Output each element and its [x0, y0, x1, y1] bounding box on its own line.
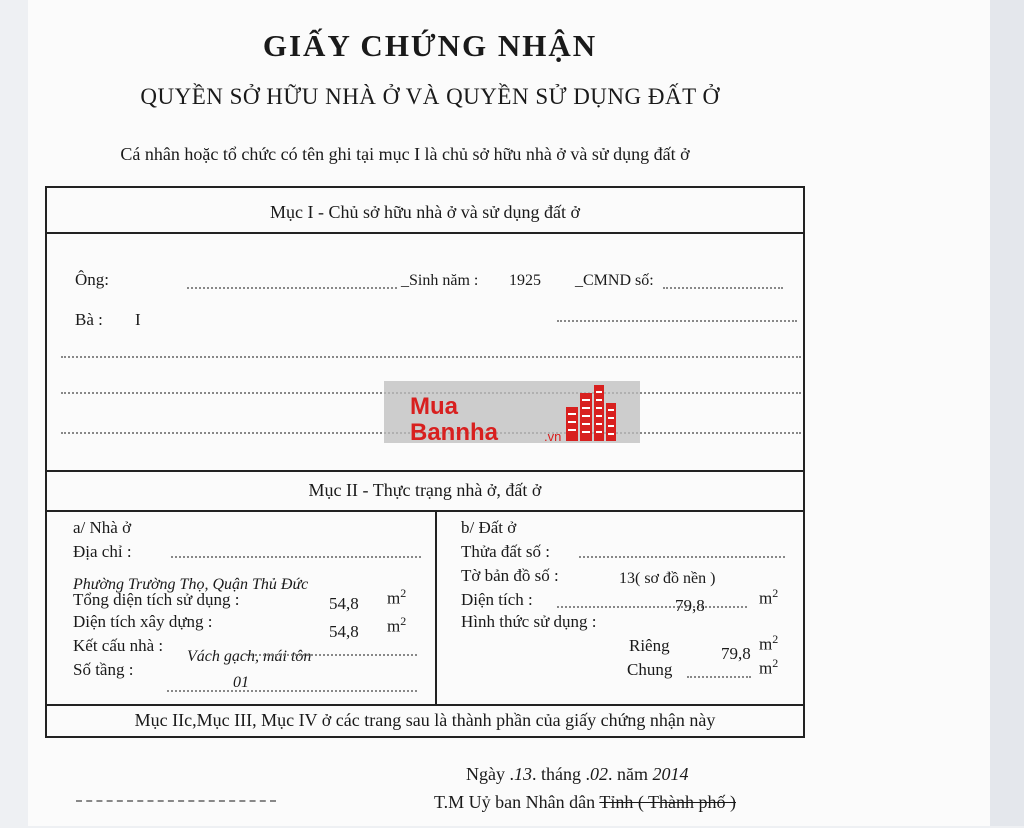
section1-heading: Mục I - Chủ sở hữu nhà ở và sử dụng đất ở: [269, 202, 581, 222]
stamp-fragment: [76, 800, 276, 828]
unit-label: m: [759, 658, 773, 678]
unit-label: m: [759, 634, 773, 654]
owner-female-label: Bà :: [75, 310, 103, 329]
certificate-table: [45, 186, 805, 738]
footer-note: Mục IIc,Mục III, Mục IV ở các trang sau là thành phần của giấy chứng nhận này: [134, 710, 716, 730]
signatory-struck-text: Tỉnh ( Thành phố ): [599, 792, 736, 812]
column-divider: [435, 510, 437, 704]
unit-superscript: 2: [772, 656, 779, 670]
total-area-unit: [387, 586, 406, 609]
year-value: 2014: [652, 764, 689, 784]
map-sheet-value: 13( sơ đồ nền ): [619, 570, 716, 587]
dotted-line: [663, 287, 783, 289]
built-area-value: 54,8: [329, 622, 359, 641]
dotted-line: [687, 676, 751, 678]
watermark-domain: .vn: [544, 429, 562, 444]
dotted-line: [557, 320, 797, 322]
divider: [47, 232, 803, 234]
land-heading: b/ Đất ở: [461, 518, 517, 537]
section2-heading: Mục II - Thực trạng nhà ở, đất ở: [308, 480, 542, 500]
private-use-value: 79,8: [721, 644, 751, 663]
watermark-line1: Mua: [410, 393, 458, 420]
unit-superscript: 2: [772, 632, 779, 646]
divider: [47, 470, 803, 472]
month-label: . tháng .: [532, 764, 590, 784]
date-line: [466, 764, 689, 785]
dotted-line: [171, 556, 421, 558]
dotted-line: [579, 556, 785, 558]
shared-use-label: Chung: [627, 660, 673, 679]
dotted-line: [167, 690, 417, 692]
floors-label: Số tầng :: [73, 660, 134, 679]
watermark-line2: Bannha: [410, 419, 499, 446]
house-heading: a/ Nhà ở: [73, 518, 132, 537]
structure-value: Vách gạch, mái tôn: [187, 648, 312, 665]
total-area-label: Tổng diện tích sử dụng :: [73, 590, 240, 609]
building-icon: [566, 385, 616, 441]
id-number-label: _CMND số:: [575, 272, 654, 289]
address-value: Phường Trường Thọ, Quận Thủ Đức: [73, 576, 309, 593]
intro-text: Cá nhân hoặc tổ chức có tên ghi tại mục I là chủ sở hữu nhà ở và sử dụng đất ở: [120, 144, 690, 164]
day-value: 13: [514, 764, 532, 784]
shared-use-unit: [759, 656, 778, 679]
signatory-line: [434, 792, 736, 813]
dotted-line: [187, 287, 397, 289]
total-area-value: 54,8: [329, 594, 359, 613]
land-area-unit: [759, 586, 778, 609]
plot-number-label: Thửa đất số :: [461, 542, 551, 561]
built-area-unit: [387, 614, 406, 637]
unit-superscript: 2: [772, 586, 779, 600]
address-label: Địa chỉ :: [73, 542, 132, 561]
birth-year-label: _Sinh năm :: [401, 272, 479, 289]
watermark-logo: [384, 381, 640, 446]
unit-superscript: 2: [400, 586, 407, 600]
structure-label: Kết cấu nhà :: [73, 636, 164, 655]
divider: [47, 704, 803, 706]
map-sheet-label: Tờ bản đồ số :: [461, 566, 559, 585]
year-label: . năm: [608, 764, 648, 784]
unit-label: m: [387, 616, 401, 636]
floors-value: 01: [233, 674, 249, 691]
land-area-label: Diện tích :: [461, 590, 533, 609]
owner-female-value: I: [135, 310, 141, 329]
divider: [47, 510, 803, 512]
signatory-text: T.M Uỷ ban Nhân dân: [434, 792, 596, 812]
private-use-unit: [759, 632, 778, 655]
unit-label: m: [387, 588, 401, 608]
land-area-value: 79,8: [675, 596, 705, 615]
dotted-line: [61, 356, 801, 358]
dotted-line: [557, 606, 747, 608]
owner-male-label: Ông:: [75, 270, 109, 289]
day-label: Ngày .: [466, 764, 514, 784]
document-title: GIẤY CHỨNG NHẬN: [262, 28, 598, 63]
unit-superscript: 2: [400, 614, 407, 628]
private-use-label: Riêng: [629, 636, 670, 655]
unit-label: m: [759, 588, 773, 608]
dotted-line: [247, 654, 417, 656]
month-value: 02: [590, 764, 608, 784]
usage-form-label: Hình thức sử dụng :: [461, 612, 597, 631]
birth-year-value: 1925: [509, 272, 541, 289]
built-area-label: Diện tích xây dựng :: [73, 612, 213, 631]
document-subtitle: QUYỀN SỞ HỮU NHÀ Ở VÀ QUYỀN SỬ DỤNG ĐẤT Ở: [140, 84, 720, 109]
page-edge: [990, 0, 1024, 826]
